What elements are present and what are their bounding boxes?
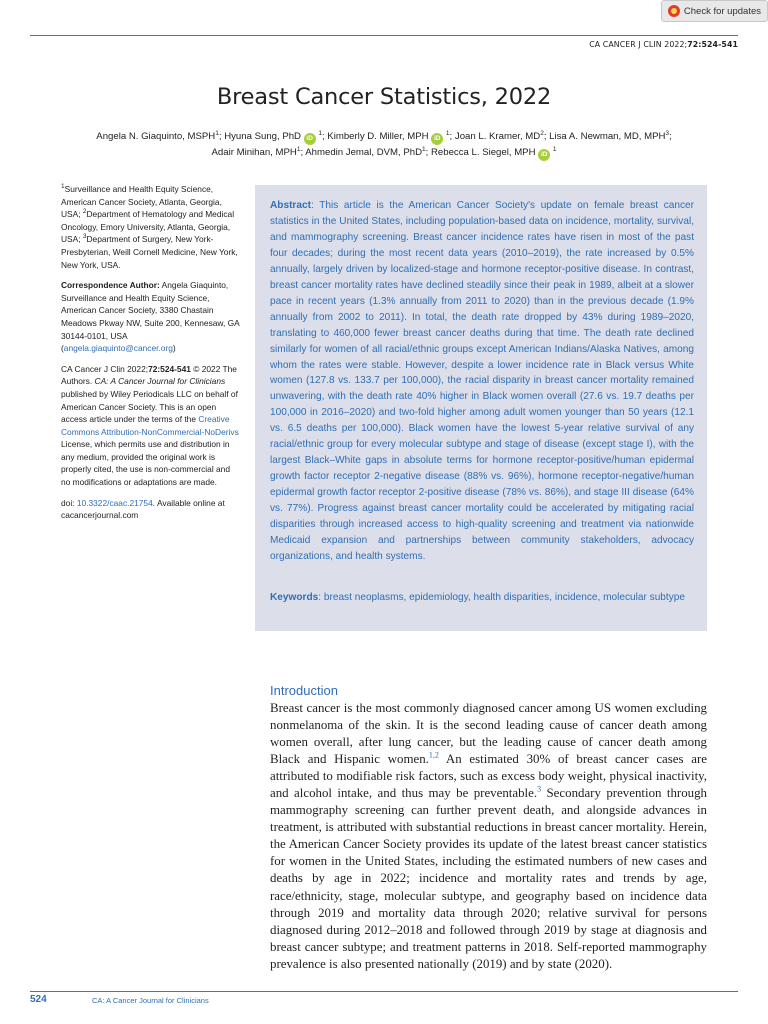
author-affiliation-sup: 1	[552, 145, 557, 153]
check-for-updates-button[interactable]	[661, 0, 768, 22]
author-affiliation-sup: 1	[296, 145, 301, 153]
reference-link[interactable]: 1,2	[428, 750, 439, 760]
reference-link[interactable]: 3	[537, 784, 542, 794]
orcid-icon[interactable]: iD	[538, 149, 550, 161]
author-list	[40, 129, 728, 161]
header-rule	[30, 35, 738, 36]
author-name: Adair Minihan, MPH	[211, 147, 297, 158]
page-number: 524	[30, 994, 47, 1005]
keywords: Keywords: breast neoplasms, epidemiology, health disparities, incidence, molecular subtype	[270, 592, 686, 603]
article-title: Breast Cancer Statistics, 2022	[216, 84, 552, 110]
crossmark-icon	[668, 5, 680, 17]
journal-reference: CA CANCER J CLIN 2022;72:524-541	[589, 40, 738, 49]
doi-link[interactable]: 10.3322/caac.21754	[76, 497, 153, 508]
abstract-box	[255, 185, 707, 631]
correspondence-email-link[interactable]: angela.giaquinto@cancer.org	[63, 343, 173, 354]
introduction-heading: Introduction	[270, 683, 338, 698]
citation-license: CA Cancer J Clin 2022;72:524-541 © 2022 The Authors. CA: A Cancer Journal for Clinicians published by Wiley Periodicals LLC on behalf of American Cancer Society. This is an open access article under the terms of the Creative Commons Attribution-NonCommercial-NoDerivs License, which permits use and distribution in any medium, provided the original work is properly cited, the use is non-commercial and no modifications or adaptations are made.	[61, 363, 239, 488]
author-affiliation-sup: 1	[422, 145, 426, 153]
author-affiliation-sup: 1	[445, 129, 450, 137]
orcid-icon[interactable]: iD	[304, 133, 316, 145]
introduction-body: Breast cancer is the most commonly diagnosed cancer among US women excluding nonmelanoma of the skin. It is the second leading cause of cancer death among women overall, after lung cancer, but the leading cause of cancer death among Black and Hispanic women.$^{1,2}$ An estimated 30% of breast cancer cases are attributed to modifiable risk factors, such as excess body weight, physical inactivity, and alcohol intake, and thus may be preventable.$^3$ Secondary prevention through mammography screening can further prevent death, and alongside advances in treatment, is attributed with substantial reductions in breast cancer mortality. Herein, the American Cancer Society provides its update of the latest breast cancer statistics for women in the United States, including the estimated numbers of new cases and deaths by age in 2022; incidence and mortality rates and trends by age, race/ethnicity, stage, molecular subtype, and geography based on incidence data through 2019 and mortality data through 2020; relative survival for persons diagnosed during 2012–2018 and followed through 2019 by stage at diagnosis and breast cancer subtype; and treatment patterns in 2018. Self-reported mammography prevalence is also presented nationally (2019) and by state (2020).	[270, 701, 707, 971]
article-sidebar	[61, 183, 241, 530]
author-line-2: Adair Minihan, MPH$^1$; Ahmedin Jemal, DVM, PhD$^1$; Rebecca L. Siegel, MPH iD $^1$	[40, 145, 728, 161]
author-affiliation-sup: 2	[540, 129, 544, 137]
author-name: Lisa A. Newman, MD, MPH	[549, 131, 666, 142]
author-name: Kimberly D. Miller, MPH	[327, 131, 429, 142]
author-name: Ahmedin Jemal, DVM, PhD	[305, 147, 423, 158]
affiliations: $^1$Surveillance and Health Equity Science, American Cancer Society, Atlanta, Georgia, USA; $^2$Department of Hematology and Medical Oncology, Emory University, Atlanta, Georgia, USA; $^3$Department of Surgery, New York-Presbyterian, Weill Cornell Medicine, New York, New York, USA.	[61, 183, 238, 270]
abstract-text: Abstract: This article is the American Cancer Society's update on female breast cancer statistics in the United States, including population-based data on incidence, mortality, survival, and mammography screening. Breast cancer incidence rates have risen in most of the past four decades; during the most recent data years (2010–2019), the rate increased by 0.5% annually, largely driven by localized-stage and hormone receptor-positive disease. In contrast, breast cancer mortality rates have declined steadily since their peak in 1989, albeit at a slower pace in recent years (1.3% annually from 2011 to 2020) than in the previous decade (1.9% annually from 2002 to 2011). In total, the death rate dropped by 43% during 1989–2020, translating to 460,000 fewer breast cancer deaths during that time. The death rate declined similarly for women of all racial/ethnic groups except American Indians/Alaska Natives, among whom the rates were stable. However, despite a lower incidence rate in Black versus White women (127.8 vs. 133.7 per 100,000), the racial disparity in breast cancer mortality remained unwavering, with the death rate 40% higher in Black women overall (27.6 vs. 19.7 deaths per 100,000 in 2016–2020) and two-fold higher among adult women younger than 50 years (12.1 vs. 6.5 deaths per 100,000). Black women have the lowest 5-year relative survival of any racial/ethnic group for every molecular subtype and stage of disease (except stage I), with the largest Black–White gaps in absolute terms for hormone receptor-positive/human epidermal growth factor receptor 2-negative disease (88% vs. 96%), hormone receptor-negative/human epidermal growth factor receptor 2-positive disease (78% vs. 86%), and stage III disease (64% vs. 77%). Progress against breast cancer mortality could be accelerated by mitigating racial disparities through increased access to high-quality screening and treatment via nationwide Medicaid expansion and partnerships between community stakeholders, advocacy organizations, and health systems.	[270, 200, 694, 562]
author-affiliation-sup: 3	[665, 129, 670, 137]
footer-journal-name: CA: A Cancer Journal for Clinicians	[92, 996, 209, 1005]
correspondence: Correspondence Author: Angela Giaquinto, Surveillance and Health Equity Science, American Cancer Society, 3380 Chastain Meadows Pkway NW, Suite 200, Kennesaw, GA 30144-0101, USA (angela.giaquinto@cancer.org)	[61, 280, 240, 354]
doi: doi: 10.3322/caac.21754. Available online at cacancerjournal.com	[61, 497, 225, 521]
check-for-updates-label: Check for updates	[683, 5, 761, 17]
author-name: Joan L. Kramer, MD	[454, 131, 541, 142]
orcid-icon[interactable]: iD	[431, 133, 443, 145]
footer-rule	[30, 991, 738, 992]
author-line-1: Angela N. Giaquinto, MSPH$^1$; Hyuna Sung, PhD iD $^1$; Kimberly D. Miller, MPH iD $^1$; Joan L. Kramer, $MD^2$; Lisa A. Newman, MD, MPH$^3$;	[40, 129, 728, 145]
author-name: Hyuna Sung, PhD	[224, 131, 301, 142]
author-name: Rebecca L. Siegel, MPH	[431, 147, 536, 158]
author-name: Angela N. Giaquinto, MSPH	[96, 131, 216, 142]
license-link[interactable]: Creative Commons Attribution-NonCommercial-NoDerivs	[61, 414, 239, 437]
author-affiliation-sup: 1	[215, 129, 219, 137]
author-affiliation-sup: 1	[318, 129, 322, 137]
